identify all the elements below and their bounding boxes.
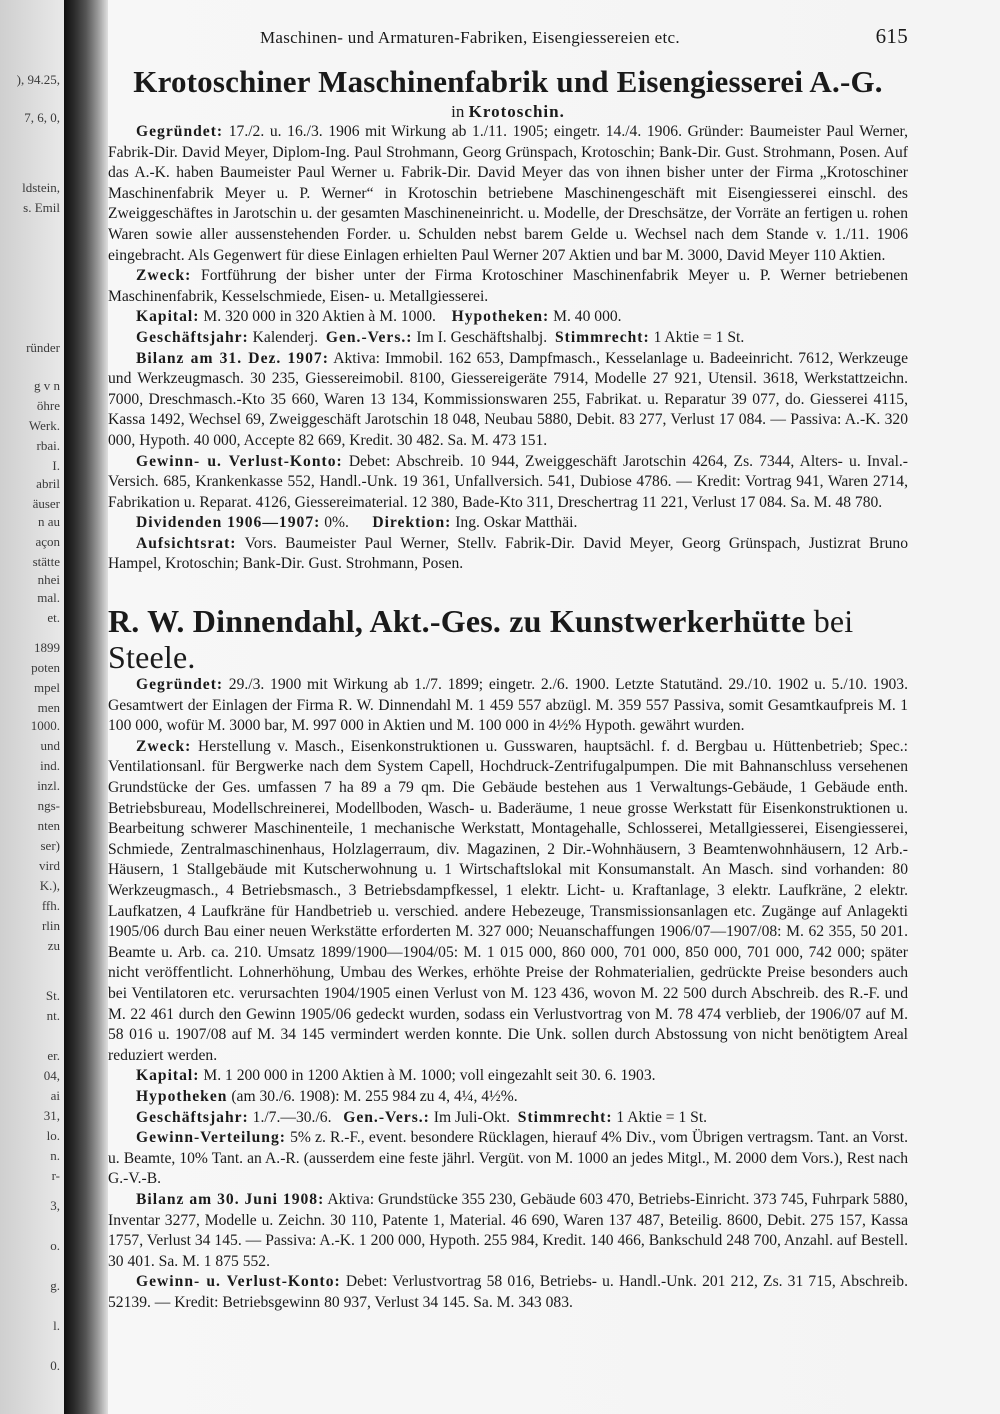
margin-fragment: ind.: [40, 758, 60, 773]
margin-fragment: men: [37, 700, 60, 715]
company-name: R. W. Dinnendahl, Akt.-Ges. zu Kunstwerkerhütte: [108, 603, 806, 640]
location-prefix: in: [451, 102, 465, 121]
entry-label: Aufsichtsrat:: [136, 534, 237, 552]
entry-text: 0%.: [320, 514, 349, 532]
entry-purpose: [108, 266, 908, 307]
margin-fragment: lo.: [46, 1128, 60, 1143]
margin-fragment: er.: [47, 1048, 60, 1063]
entry-balance-sheet: [108, 1190, 908, 1272]
entry-label: Dividenden 1906—1907:: [136, 514, 321, 532]
margin-fragment: äuser: [32, 496, 60, 511]
margin-fragment: rbai.: [36, 438, 60, 453]
margin-fragment: ), 94.25,: [16, 72, 60, 87]
margin-fragment: 0.: [50, 1358, 60, 1373]
margin-fragment: ser): [40, 838, 60, 853]
entry-label: Geschäftsjahr:: [136, 1108, 249, 1126]
margin-fragment: 1000.: [30, 718, 60, 733]
margin-fragment: ai: [50, 1088, 60, 1103]
margin-fragment: zu: [47, 938, 60, 953]
margin-fragment: nten: [37, 818, 60, 833]
entry-label: Gen.-Vers.:: [343, 1108, 430, 1126]
book-binding-shadow: [64, 0, 108, 1414]
entry-text: Aktiva: Immobil. 162 653, Dampfmasch., Kesselanlage u. Badeeinricht. 7612, Werkzeuge und Werkzeugmasch. 30 235, Giessereimobil. 8100, Giessereigeräte 7914, Modelle 27 921, Utensil. 3618, Werkstattzeichn. 7000, Dreschmasch.-Kto 35 660, Waren 13 134, Kommissionswaren 255, Fabrikat. u. Reparatur 39 077, do. Giesserei 4115, Kassa 1492, Wechsel 69, Zweiggeschäft Jarotschin 18 048, Neubau 5880, Debit. 83 277, Verlust 17 084. — Passiva: A.-K. 320 000, Hypoth. 40 000, Accepte 82 669, Kredit. 30 482. Sa. M. 473 151.: [108, 349, 909, 449]
entry-text: 5% z. R.-F., event. besondere Rücklagen, hierauf 4% Div., vom Übrigen vertragsm. Tant. an Vorst. u. Beamte, 10% Tant. an A.-R. (ausserdem eine feste jährl. Vergüt. von M. 1000 an jedes Mitgl., M. 2000 dem Vors.), Rest nach G.-V.-B.: [108, 1129, 908, 1188]
company-location: [108, 102, 908, 122]
entry-fiscal-year: [108, 1108, 908, 1129]
margin-fragment: 31,: [43, 1108, 60, 1123]
running-head-title: Maschinen- und Armaturen-Fabriken, Eisengiessereien etc.: [260, 28, 680, 47]
page-content: [108, 20, 908, 1313]
entry-label: Kapital:: [136, 1067, 200, 1085]
entry-purpose: [108, 737, 908, 1067]
margin-fragment: r-: [51, 1168, 60, 1183]
entry-label: Bilanz am 30. Juni 1908:: [136, 1190, 325, 1208]
entry-text: M. 1 200 000 in 1200 Aktien à M. 1000; voll eingezahlt seit 30. 6. 1903.: [199, 1067, 656, 1085]
entry-label: Zweck:: [136, 267, 192, 285]
margin-fragment: l.: [53, 1318, 60, 1333]
entry-label: Direktion:: [372, 514, 452, 532]
entry-profit-loss: [108, 452, 908, 514]
margin-fragment: açon: [35, 534, 60, 549]
margin-fragment: 04,: [43, 1068, 60, 1083]
entry-capital: [108, 307, 908, 328]
entry-founded: [108, 122, 908, 266]
margin-fragment: inzl.: [37, 778, 60, 793]
entry-text: Debet: Abschreib. 10 944, Zweiggeschäft Jarotschin 4264, Zs. 7344, Alters- u. Inval.-Versich. 685, Krankenkasse 552, Handl.-Unk. 19 361, Unfallversich. 541, Dubiose 4786. — Kredit: Vortrag 941, Waren 2714, Fabrikation u. Reparat. 4126, Giessereimaterial. 12 380, Bade-Kto 311, Dreschertrag 11 221, Verlust 17 084. Sa. M. 48 780.: [108, 452, 908, 511]
facing-page-margin: [0, 0, 64, 1414]
margin-fragment: rlin: [41, 918, 60, 933]
company-entry: [108, 64, 908, 575]
margin-fragment: 7, 6, 0,: [24, 110, 60, 125]
entry-text: 17./2. u. 16./3. 1906 mit Wirkung ab 1./11. 1905; eingetr. 14./4. 1906. Gründer: Baumeister Paul Werner, Fabrik-Dir. David Meyer, Diplom-Ing. Paul Strohmann, Georg Grünspach, Krotoschin; Bank-Dir. Gust. Strohmann, Posen. Auf das A.-K. haben Baumeister Paul Werner u. Fabrik-Dir. David Meyer das von ihnen bisher unter der Firma „Krotoschiner Maschinenfabrik Meyer u. P. Werner“ in Krotoschin betriebene Maschinengeschäft mit Eisengiesserei einschl. des Zweiggeschäftes in Jarotschin u. der gesamten Maschineneinricht. u. Modelle, der Dreschsätze, der Vorräte an fertigen u. rohen Waren sowie aller aussenstehenden Forder. u. Schulden nebst barem Gelde u. Wechsel nach dem Stande v. 1./11. 1906 eingebracht. Als Gegenwert für diese Einlagen erhielten Paul Werner 207 Aktien und bar M. 3000, David Meyer 110 Aktien.: [108, 123, 908, 264]
margin-fragment: ngs-: [37, 798, 60, 813]
margin-fragment: mal.: [37, 590, 60, 605]
entry-balance-sheet: [108, 349, 908, 452]
margin-fragment: Werk.: [28, 418, 60, 433]
margin-fragment: St.: [45, 988, 60, 1003]
margin-fragment: n au: [37, 514, 60, 529]
entry-supervisory-board: [108, 534, 908, 575]
entry-text: Debet: Verlustvortrag 58 016, Betriebs- u. Handl.-Unk. 201 212, Zs. 31 715, Abschreib. 52139. — Kredit: Betriebsgewinn 80 937, Verlust 34 145. Sa. M. 343 083.: [108, 1273, 908, 1311]
entry-label: Kapital:: [136, 308, 200, 326]
entry-dividends: [108, 513, 908, 534]
entry-label: Bilanz am 31. Dez. 1907:: [136, 349, 329, 367]
entry-label: Gewinn- u. Verlust-Konto:: [136, 452, 343, 470]
entry-fiscal-year: [108, 328, 908, 349]
entry-founded: [108, 675, 908, 737]
entry-profit-distribution: [108, 1128, 908, 1190]
entry-label: Gen.-Vers.:: [325, 328, 413, 346]
entry-text: Im Juli-Okt.: [429, 1108, 510, 1126]
entry-label: Zweck:: [136, 737, 192, 755]
page-number: 615: [875, 24, 908, 48]
entry-label: Stimmrecht:: [517, 1108, 613, 1126]
entry-text: M. 320 000 in 320 Aktien à M. 1000.: [199, 308, 436, 326]
entry-label: Hypotheken:: [451, 308, 550, 326]
margin-fragment: ldstein,: [22, 180, 60, 195]
margin-fragment: und: [40, 738, 60, 753]
margin-fragment: öhre: [36, 398, 60, 413]
margin-fragment: g v n: [34, 378, 60, 393]
entry-mortgages: [108, 1087, 908, 1108]
margin-fragment: stätte: [32, 554, 60, 569]
entry-text: Fortführung der bisher unter der Firma Krotoschiner Maschinenfabrik Meyer u. P. Werner betriebenen Maschinenfabrik, Kesselschmiede, Eisen- u. Metallgiesserei.: [108, 267, 908, 305]
entry-text: Im I. Geschäftshalbj.: [412, 328, 548, 346]
margin-fragment: et.: [47, 610, 60, 625]
entry-label: Stimmrecht:: [554, 328, 650, 346]
entry-text: Ing. Oskar Matthäi.: [451, 514, 578, 532]
margin-fragment: g.: [50, 1278, 60, 1293]
entry-text: 1 Aktie = 1 St.: [612, 1108, 708, 1126]
entry-text: 1 Aktie = 1 St.: [649, 328, 745, 346]
entry-text: Vors. Baumeister Paul Werner, Stellv. Fabrik-Dir. David Meyer, Georg Grünspach, Justizrat Bruno Hampel, Krotoschin; Bank-Dir. Gust. Strohmann, Posen.: [108, 534, 908, 573]
margin-fragment: 1899: [34, 640, 60, 655]
margin-fragment: ründer: [26, 340, 60, 355]
margin-fragment: abril: [36, 476, 60, 491]
margin-fragment: n.: [50, 1148, 60, 1163]
margin-fragment: o.: [50, 1238, 60, 1253]
entry-text: 29./3. 1900 mit Wirkung ab 1./7. 1899; eingetr. 2./6. 1900. Letzte Statutänd. 29./10. 1902 u. 5./10. 1903. Gesamtwert der Einlagen der Firma R. W. Dinnendahl M. 1 459 557 abzügl. M. 359 557 Passiva, somit Gesamtkaufpreis M. 1 100 000, wofür M. 3000 bar, M. 997 000 in Aktien und M. 100 000 in 4½% Hypoth. gewährt wurden.: [108, 676, 908, 735]
entry-label: Gegründet:: [136, 676, 224, 694]
entry-label: Hypotheken: [136, 1087, 228, 1105]
entry-capital: [108, 1066, 908, 1087]
margin-fragment: 3,: [50, 1198, 60, 1213]
entry-text: M. 40 000.: [549, 308, 622, 326]
margin-fragment: s. Emil: [23, 200, 60, 215]
entry-label: Gewinn- u. Verlust-Konto:: [136, 1273, 341, 1291]
entry-label: Gegründet:: [136, 123, 224, 140]
entry-label: Geschäftsjahr:: [136, 328, 249, 346]
company-entry: [108, 603, 908, 1313]
margin-fragment: nhei: [37, 572, 60, 587]
entry-text: (am 30./6. 1908): M. 255 984 zu 4, 4¼, 4½%.: [227, 1087, 518, 1105]
margin-fragment: vird: [39, 858, 60, 873]
location-name: Krotoschin.: [468, 102, 565, 121]
entry-label: Gewinn-Verteilung:: [136, 1129, 286, 1147]
margin-fragment: ffh.: [41, 898, 60, 913]
entry-text: Kalenderj.: [248, 328, 319, 346]
margin-fragment: K.),: [39, 878, 60, 893]
margin-fragment: I.: [52, 458, 60, 473]
company-title: Krotoschiner Maschinenfabrik und Eisengiesserei A.-G.: [133, 64, 883, 99]
margin-fragment: mpel: [34, 680, 60, 695]
running-head: [108, 20, 908, 56]
company-location-suffix: bei Steele.: [108, 603, 854, 676]
entry-text: Herstellung v. Masch., Eisenkonstruktionen u. Gusswaren, hauptsächl. f. d. Bergbau u. Hüttenbetrieb; Spec.: Ventilationsanl. für Bergwerke nach dem System Capell, Hochdruck-Zentrifugalpumpen. Die mit Bahnanschluss versehenen Grundstücke der Ges. umfassen 7 ha 89 a 79 qm. Die Gebäude bestehen aus 1 Verwaltungs-Gebäude, 1 Gebäude enth. Betriebsbureau, Modellschreinerei, Modellboden, Wasch- u. Baderäume, 1 neue grosse Werkstatt für Eisenkonstruktionen u. Bearbeitung schwerer Maschinenteile, 1 mechanische Werkstatt, Montagehalle, Schlosserei, Metallgiesserei, Eisengiesserei, Schmiede, Zentralmaschinenhaus, Holzlagerraum, div. Magazinen, 2 Dir.-Wohnhäusern, 3 Beamtenwohnhäusern, 12 Arb.-Häusern, 1 Stallgebäude mit Kutscherwohnung u. 1 Wirtschaftslokal mit Konsumanstalt. An Masch. sind vorhanden: 80 Werkzeugmasch., 4 Betriebsmasch., 3 Betriebsdampfkessel, 1 elektr. Licht- u. Kraftanlage, 3 elektr. Laufkräne, 2 elektr. Laufkatzen, 4 Laufkräne für Handbetrieb u. verschied. andere Hebezeuge, Transmissionsanlagen etc. Zugänge auf Anlagekti 1905/06 durch Bau einer neuen Werkstätte erforderten M. 327 000; Neuanschaffungen 1906/07—1907/08: M. 62 355, 50 201. Beamte u. Arb. ca. 210. Umsatz 1899/1900—1904/05: M. 1 015 000, 860 000, 701 000, 850 000, 701 000, 742 000; später nicht veröffentlicht. Lohnerhöhung, Umbau des Werkes, erhöhte Preise der Rohmaterialien, gedrückte Preise besonders auch bei Ventilatoren etc. verursachten 1904/1905 einen Verlust von M. 123 436, wovon M. 22 500 durch Abschreib. des R.-F. und M. 22 461 durch den Gewinn 1905/06 gedeckt wurden, sodass ein Verlustvortrag von M. 78 474 verblieb, der 1906/07 auf M. 58 016 u. 1907/08 auf M. 34 145 vermindert werden konnte. Die Unk. sollen durch Abstossung von nicht benötigtem Areal reduziert werden.: [108, 737, 908, 1064]
company-title: [108, 603, 908, 675]
entry-profit-loss: [108, 1272, 908, 1313]
entry-text: Aktiva: Grundstücke 355 230, Gebäude 603 470, Betriebs-Einricht. 373 745, Fuhrpark 5880, Inventar 3277, Modelle u. Zeichn. 30 110, Patente 1, Material. 46 690, Waren 137 487, Beteilig. 8600, Debit. 275 157, Kassa 1757, Verlust 34 145. — Passiva: A.-K. 1 200 000, Hypoth. 255 984, Kredit. 140 466, Bankschuld 248 700, Anzahl. auf Bestell. 30 401. Sa. M. 1 875 552.: [108, 1190, 908, 1270]
margin-fragment: nt.: [46, 1008, 60, 1023]
entry-text: 1./7.—30./6.: [248, 1108, 332, 1126]
margin-fragment: poten: [31, 660, 60, 675]
